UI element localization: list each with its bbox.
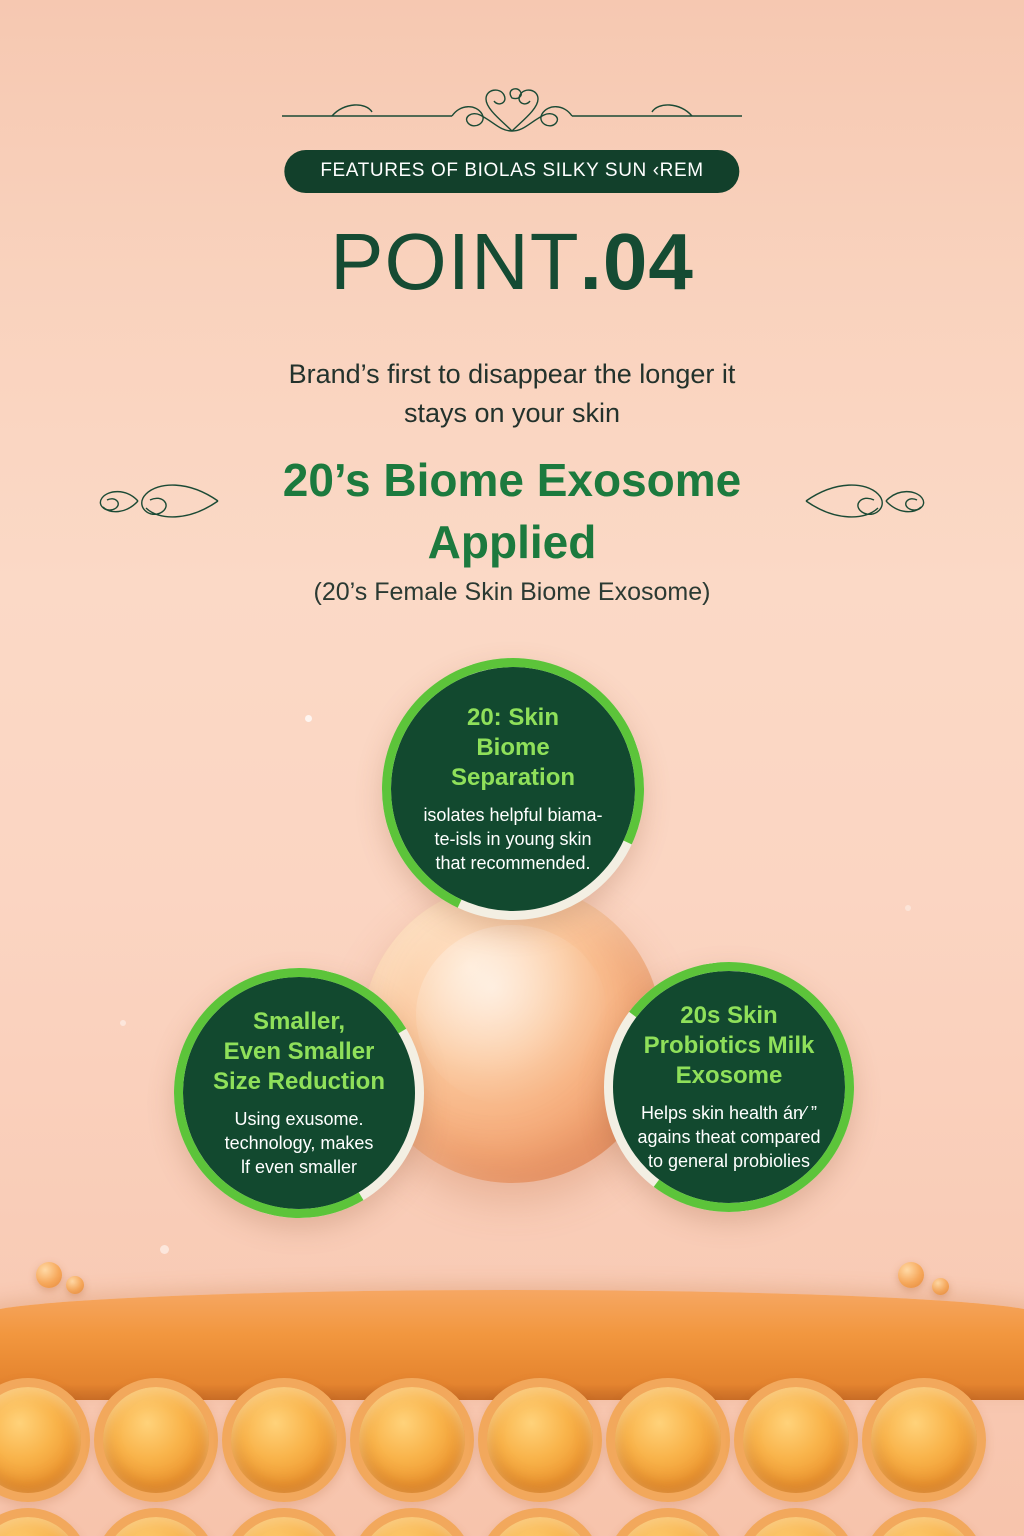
droplet-icon xyxy=(36,1262,62,1288)
subtitle-line-2: stays on your skin xyxy=(403,398,621,429)
bubble-body xyxy=(205,1107,393,1179)
sparkle-dot xyxy=(160,1245,169,1254)
skin-cell xyxy=(94,1378,218,1502)
skin-cell xyxy=(222,1508,346,1536)
bubble-biome-separation xyxy=(382,658,644,920)
bubble-title xyxy=(635,1001,823,1092)
headline-line-2: Applied xyxy=(427,515,597,568)
page-title xyxy=(0,217,1024,306)
skin-cell xyxy=(478,1508,602,1536)
droplet-icon xyxy=(898,1262,924,1288)
bubble-title xyxy=(413,703,613,794)
sparkle-dot xyxy=(120,1020,126,1026)
skin-cell xyxy=(0,1508,90,1536)
sparkle-dot xyxy=(905,905,911,911)
skin-cell xyxy=(862,1508,986,1536)
subtitle xyxy=(0,355,1024,433)
bubble-title-line: 20: Skin xyxy=(466,703,560,731)
bubble-probiotics-milk-exosome xyxy=(604,962,854,1212)
skin-cell xyxy=(222,1378,346,1502)
features-ribbon: FEATURES OF BIOLAS SILKY SUN ‹REM xyxy=(284,150,739,193)
bubble-body-line: agains theat compared xyxy=(637,1126,821,1147)
point-title-word: POINT xyxy=(330,217,580,306)
bubble-body xyxy=(635,1101,823,1173)
bubble-body-line: that recommended. xyxy=(435,852,591,873)
bubble-body-line: to general probiolies xyxy=(647,1150,811,1171)
skin-cell xyxy=(0,1378,90,1502)
skin-cell xyxy=(862,1378,986,1502)
skin-cell xyxy=(734,1378,858,1502)
skin-cell xyxy=(734,1508,858,1536)
bubble-title-line: Size Reduction xyxy=(212,1068,386,1096)
droplet-icon xyxy=(66,1276,84,1294)
subtitle-line-1: Brand’s first to disappear the longer it xyxy=(288,359,736,389)
skin-cell xyxy=(606,1378,730,1502)
bubble-body-line: isolates helpful biama- xyxy=(423,804,603,825)
bubble-title-line: 20s Skin xyxy=(680,1001,778,1029)
point-title-number: .04 xyxy=(579,217,694,306)
skin-cell xyxy=(606,1508,730,1536)
bubble-title-line: Probiotics Milk xyxy=(643,1032,815,1060)
skin-cell-grid xyxy=(0,1378,1024,1536)
skin-cell xyxy=(350,1378,474,1502)
bubble-body-line: te-isls in young skin xyxy=(434,828,592,849)
sparkle-dot xyxy=(305,715,312,722)
bubble-title-line: Smaller, xyxy=(252,1007,346,1035)
headline-caption: (20’s Female Skin Biome Exosome) xyxy=(313,578,711,606)
skin-cell xyxy=(478,1378,602,1502)
bubble-title-line: Biome Separation xyxy=(450,734,576,792)
headline xyxy=(0,450,1024,573)
headline-line-1: 20’s Biome Exosome xyxy=(282,454,742,506)
bubble-title xyxy=(205,1007,393,1098)
bubble-size-reduction xyxy=(174,968,424,1218)
droplet-icon xyxy=(932,1278,949,1295)
skin-cell xyxy=(94,1508,218,1536)
flourish-top-icon xyxy=(272,86,752,138)
bubble-body xyxy=(413,803,613,875)
bubble-title-line: Exosome xyxy=(675,1062,783,1090)
bubble-body-line: Using exusome. xyxy=(234,1108,364,1129)
bubble-body-line: technology, makes xyxy=(224,1132,374,1153)
skin-cell xyxy=(350,1508,474,1536)
bubble-body-line: Helps skin health án⁄ ” xyxy=(640,1102,818,1123)
bubble-body-line: lf even smaller xyxy=(240,1156,358,1177)
bubble-title-line: Even Smaller xyxy=(223,1038,375,1066)
